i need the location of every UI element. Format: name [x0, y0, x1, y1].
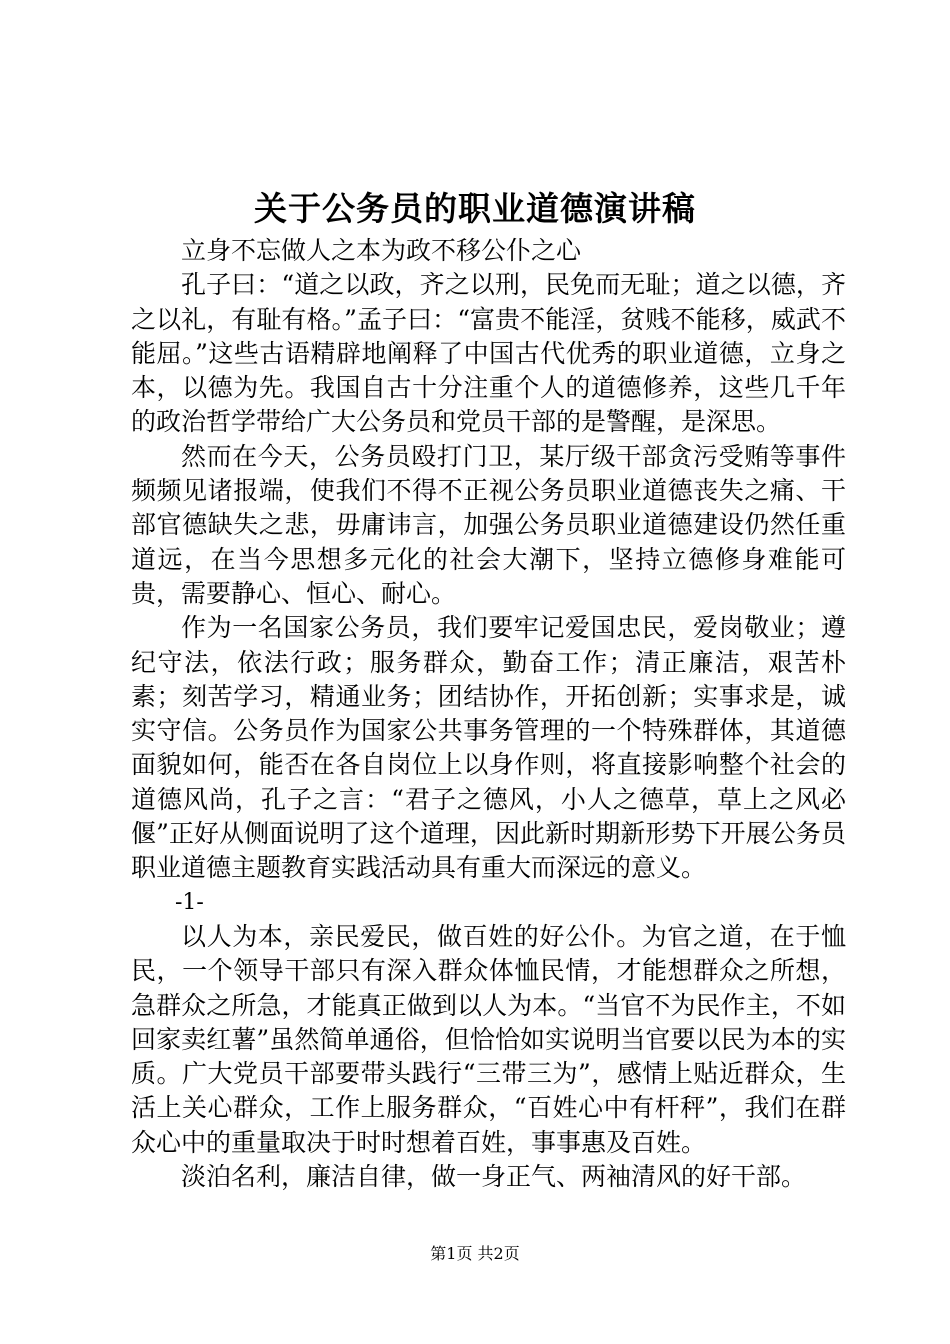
- body-paragraph: 淡泊名利，廉洁自律，做一身正气、两袖清风的好干部。: [181, 1162, 807, 1192]
- subtitle-paragraph: 立身不忘做人之本为政不移公仆之心: [181, 236, 582, 265]
- body-paragraph: 然而在今天，公务员殴打门卫，某厅级干部贪污受贿等事件频频见诸报端，使我们不得不正视公务员职业道德丧失之痛、干部官德缺失之悲，毋庸讳言，加强公务员职业道德建设仍然任重道远，在当今思想多元化的社会大潮下，坚持立德修身难能可贵，需要静心、恒心、耐心。: [131, 441, 846, 608]
- body-paragraph: 以人为本，亲民爱民，做百姓的好公仆。为官之道，在于恤民，一个领导干部只有深入群众体恤民情，才能想群众之所想，急群众之所急，才能真正做到以人为本。“当官不为民作主，不如回家卖红薯”虽然简单通俗，但恰恰如实说明当官要以民为本的实质。广大党员干部要带头践行“三带三为”，感情上贴近群众，生活上关心群众，工作上服务群众，“百姓心中有杆秤”，我们在群众心中的重量取决于时时想着百姓，事事惠及百姓。: [131, 921, 846, 1157]
- document-body: [131, 234, 846, 1194]
- inline-page-number: -1-: [175, 889, 204, 915]
- body-paragraph: 孔子曰：“道之以政，齐之以刑，民免而无耻；道之以德，齐之以礼，有耻有格。”孟子曰：“富贵不能淫，贫贱不能移，威武不能屈。”这些古语精辟地阐释了中国古代优秀的职业道德，立身之本，以德为先。我国自古十分注重个人的道德修养，这些几千年的政治哲学带给广大公务员和党员干部的是警醒，是深思。: [131, 270, 846, 437]
- body-paragraph: 作为一名国家公务员，我们要牢记爱国忠民，爱岗敬业；遵纪守法，依法行政；服务群众，勤奋工作；清正廉洁，艰苦朴素；刻苦学习，精通业务；团结协作，开拓创新；实事求是，诚实守信。公务员作为国家公共事务管理的一个特殊群体，其道德面貌如何，能否在各自岗位上以身作则，将直接影响整个社会的道德风尚，孔子之言：“君子之德风，小人之德草，草上之风必偃”正好从侧面说明了这个道理，因此新时期新形势下开展公务员职业道德主题教育实践活动具有重大而深远的意义。: [131, 613, 846, 883]
- page-footer: 第1页 共2页: [430, 1244, 520, 1263]
- document-title: 关于公务员的职业道德演讲稿: [254, 189, 696, 228]
